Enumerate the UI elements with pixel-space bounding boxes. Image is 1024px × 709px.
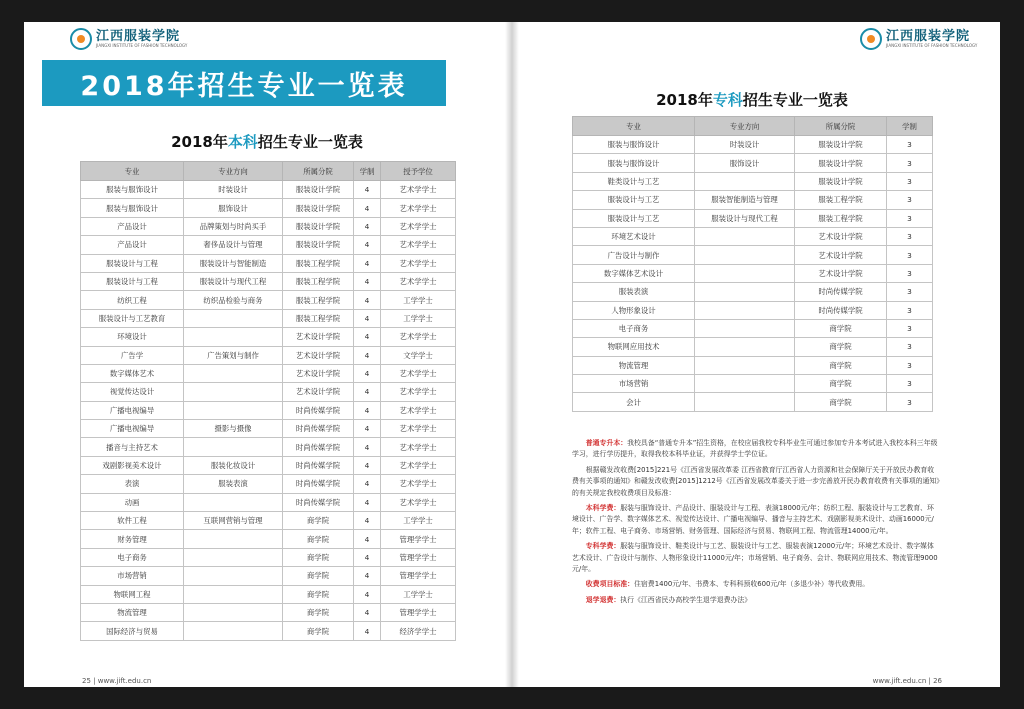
table-cell: 工学学士	[381, 585, 456, 603]
table-cell: 时尚传媒学院	[283, 401, 354, 419]
table-cell: 商学院	[795, 319, 887, 337]
table-row	[573, 209, 933, 227]
table-cell: 4	[354, 622, 381, 640]
table-row	[81, 346, 456, 364]
table-cell: 服装与服饰设计	[81, 199, 184, 217]
table-cell: 商学院	[795, 338, 887, 356]
table-cell: 电子商务	[573, 319, 695, 337]
table-cell: 商学院	[795, 356, 887, 374]
school-name: 江西服装学院	[96, 28, 181, 44]
column-header: 专业	[573, 117, 695, 136]
table-cell: 奢侈品设计与管理	[184, 236, 283, 254]
table-cell: 3	[887, 209, 933, 227]
table-cell: 广告策划与制作	[184, 346, 283, 364]
table-cell: 管理学学士	[381, 603, 456, 621]
table-cell: 艺术设计学院	[795, 246, 887, 264]
table-cell: 艺术学学士	[381, 475, 456, 493]
table-cell: 视觉传达设计	[81, 383, 184, 401]
table-row	[81, 456, 456, 474]
table-cell: 服装设计学院	[283, 217, 354, 235]
table-cell: 艺术学学士	[381, 364, 456, 382]
table-row	[573, 264, 933, 282]
table-cell: 时尚传媒学院	[283, 420, 354, 438]
undergrad-subtitle: 2018年本科招生专业一览表	[171, 133, 363, 151]
table-cell	[184, 530, 283, 548]
table-row	[81, 493, 456, 511]
table-cell: 4	[354, 217, 381, 235]
table-cell: 3	[887, 375, 933, 393]
table-cell	[695, 283, 795, 301]
table-row	[81, 420, 456, 438]
table-row	[81, 328, 456, 346]
table-row	[573, 136, 933, 154]
table-cell	[695, 227, 795, 245]
table-cell: 物联网应用技术	[573, 338, 695, 356]
table-cell: 商学院	[795, 375, 887, 393]
table-row	[81, 548, 456, 566]
table-row	[81, 181, 456, 199]
table-cell	[184, 567, 283, 585]
table-cell: 4	[354, 364, 381, 382]
table-cell: 4	[354, 438, 381, 456]
table-cell: 艺术设计学院	[283, 364, 354, 382]
table-cell: 3	[887, 172, 933, 190]
table-cell: 4	[354, 291, 381, 309]
table-cell: 服装工程学院	[283, 309, 354, 327]
school-name-en: JIANGXI INSTITUTE OF FASHION TECHNOLOGY	[96, 42, 188, 48]
table-cell: 4	[354, 309, 381, 327]
table-cell: 时尚传媒学院	[795, 301, 887, 319]
table-cell: 服装工程学院	[283, 291, 354, 309]
table-cell: 服装设计学院	[795, 154, 887, 172]
table-row	[81, 236, 456, 254]
table-cell: 3	[887, 319, 933, 337]
right-page-footer: www.jift.edu.cn | 26	[872, 677, 942, 685]
table-cell: 3	[887, 283, 933, 301]
banner-title: 2018年招生专业一览表	[42, 60, 446, 106]
table-cell: 电子商务	[81, 548, 184, 566]
table-cell: 艺术学学士	[381, 456, 456, 474]
table-cell: 4	[354, 475, 381, 493]
table-cell: 3	[887, 227, 933, 245]
school-name-en: JIANGXI INSTITUTE OF FASHION TECHNOLOGY	[886, 42, 978, 48]
table-header-row	[573, 117, 933, 136]
table-cell: 服装设计与工艺	[573, 191, 695, 209]
school-emblem-icon	[70, 28, 92, 50]
table-cell: 时尚传媒学院	[795, 283, 887, 301]
table-cell: 工学学士	[381, 512, 456, 530]
table-cell: 国际经济与贸易	[81, 622, 184, 640]
table-cell: 广告学	[81, 346, 184, 364]
table-cell: 4	[354, 585, 381, 603]
table-cell	[184, 401, 283, 419]
table-cell: 服装设计学院	[795, 136, 887, 154]
table-row	[81, 383, 456, 401]
table-cell: 艺术设计学院	[283, 346, 354, 364]
table-cell: 管理学学士	[381, 567, 456, 585]
table-cell: 商学院	[283, 548, 354, 566]
table-cell: 服装设计学院	[283, 181, 354, 199]
table-cell	[695, 264, 795, 282]
table-cell: 3	[887, 356, 933, 374]
table-cell: 服装设计与现代工程	[695, 209, 795, 227]
table-cell: 管理学学士	[381, 548, 456, 566]
table-cell: 商学院	[283, 567, 354, 585]
table-cell: 4	[354, 512, 381, 530]
table-cell	[695, 375, 795, 393]
table-cell: 服装表演	[184, 475, 283, 493]
table-cell	[184, 622, 283, 640]
column-header: 学制	[354, 162, 381, 181]
table-cell: 服装设计学院	[283, 199, 354, 217]
table-row	[81, 199, 456, 217]
table-cell	[184, 438, 283, 456]
table-row	[81, 512, 456, 530]
table-cell: 4	[354, 383, 381, 401]
table-cell: 时尚传媒学院	[283, 456, 354, 474]
table-cell: 商学院	[283, 585, 354, 603]
note-other-fee: 收费项目标准：住宿费1400元/年、书费本、专科科预收600元/年（多退少补）等代收费用。	[585, 580, 870, 589]
table-cell: 市场营销	[81, 567, 184, 585]
table-row	[573, 191, 933, 209]
table-cell: 广告设计与制作	[573, 246, 695, 264]
table-cell	[695, 338, 795, 356]
column-header: 学制	[887, 117, 933, 136]
table-cell: 服装工程学院	[795, 209, 887, 227]
table-cell: 服装设计与智能制造	[184, 254, 283, 272]
table-cell: 4	[354, 548, 381, 566]
table-cell: 市场营销	[573, 375, 695, 393]
table-cell: 艺术学学士	[381, 493, 456, 511]
table-cell: 艺术学学士	[381, 328, 456, 346]
table-cell: 服装与服饰设计	[81, 181, 184, 199]
table-row	[81, 438, 456, 456]
table-row	[81, 364, 456, 382]
table-cell: 4	[354, 420, 381, 438]
table-cell: 环境设计	[81, 328, 184, 346]
table-cell: 服饰设计	[184, 199, 283, 217]
table-cell: 广播电视编导	[81, 401, 184, 419]
table-cell	[695, 246, 795, 264]
table-cell	[184, 328, 283, 346]
table-row	[573, 154, 933, 172]
table-cell	[695, 356, 795, 374]
table-cell: 4	[354, 199, 381, 217]
table-cell: 物流管理	[573, 356, 695, 374]
table-cell: 商学院	[795, 393, 887, 411]
table-cell: 表演	[81, 475, 184, 493]
table-cell: 服装表演	[573, 283, 695, 301]
table-cell: 艺术学学士	[381, 181, 456, 199]
table-cell	[184, 493, 283, 511]
table-cell: 数字媒体艺术设计	[573, 264, 695, 282]
left-page-footer: 25 | www.jift.edu.cn	[82, 677, 152, 685]
table-cell: 4	[354, 346, 381, 364]
table-cell: 艺术学学士	[381, 383, 456, 401]
school-name: 江西服装学院	[886, 28, 971, 44]
college-subtitle: 2018年专科招生专业一览表	[656, 91, 848, 109]
table-cell: 3	[887, 393, 933, 411]
table-cell: 软件工程	[81, 512, 184, 530]
table-cell: 数字媒体艺术	[81, 364, 184, 382]
table-cell: 4	[354, 328, 381, 346]
table-cell: 产品设计	[81, 236, 184, 254]
school-emblem-icon	[860, 28, 882, 50]
table-cell: 物联网工程	[81, 585, 184, 603]
note-policy: 根据赣发改收费[2015]221号《江西省发展改革委 江西省教育厅江西省人力资源和社会保障厅关于开放民办教育收费有关事项的通知》和赣发改收费[2015]1212号《江西省发展改革委关于进一步完善放开民办教育收费有关事项的通知》的有关规定我校收费项目及标准：	[572, 465, 940, 497]
table-cell: 工学学士	[381, 291, 456, 309]
table-cell: 服饰设计	[695, 154, 795, 172]
table-cell: 4	[354, 493, 381, 511]
table-cell	[184, 383, 283, 401]
table-cell: 时装设计	[184, 181, 283, 199]
table-cell: 互联网营销与管理	[184, 512, 283, 530]
table-cell: 商学院	[283, 530, 354, 548]
table-cell: 艺术学学士	[381, 217, 456, 235]
column-header: 授予学位	[381, 162, 456, 181]
table-cell: 商学院	[283, 622, 354, 640]
table-cell: 3	[887, 154, 933, 172]
table-cell: 服装设计与工程	[81, 272, 184, 290]
table-cell: 4	[354, 254, 381, 272]
column-header: 所属分院	[283, 162, 354, 181]
table-cell: 艺术学学士	[381, 401, 456, 419]
table-cell: 3	[887, 301, 933, 319]
table-row	[573, 283, 933, 301]
table-cell: 艺术学学士	[381, 272, 456, 290]
table-cell	[695, 393, 795, 411]
table-cell: 3	[887, 191, 933, 209]
table-cell: 3	[887, 264, 933, 282]
table-cell: 会计	[573, 393, 695, 411]
table-row	[573, 338, 933, 356]
table-cell	[184, 548, 283, 566]
table-cell: 服装工程学院	[795, 191, 887, 209]
table-cell: 经济学学士	[381, 622, 456, 640]
table-cell: 戏剧影视美术设计	[81, 456, 184, 474]
table-cell: 鞋类设计与工艺	[573, 172, 695, 190]
table-cell: 纺织工程	[81, 291, 184, 309]
table-row	[81, 475, 456, 493]
table-row	[81, 309, 456, 327]
table-row	[573, 356, 933, 374]
table-cell: 时尚传媒学院	[283, 493, 354, 511]
table-cell: 4	[354, 530, 381, 548]
table-row	[81, 254, 456, 272]
table-row	[81, 291, 456, 309]
table-row	[81, 272, 456, 290]
table-cell: 物流管理	[81, 603, 184, 621]
table-cell: 4	[354, 272, 381, 290]
table-cell: 人物形象设计	[573, 301, 695, 319]
table-cell: 服装设计与工艺	[573, 209, 695, 227]
table-cell: 服装设计与现代工程	[184, 272, 283, 290]
note-refund: 退学退费：执行《江西省民办高校学生退学退费办法》	[585, 595, 752, 604]
table-cell: 服装工程学院	[283, 272, 354, 290]
table-cell	[184, 364, 283, 382]
table-cell: 广播电视编导	[81, 420, 184, 438]
table-cell: 环境艺术设计	[573, 227, 695, 245]
table-cell: 3	[887, 246, 933, 264]
table-cell: 纺织品检验与商务	[184, 291, 283, 309]
table-cell: 服装化妆设计	[184, 456, 283, 474]
table-cell: 4	[354, 567, 381, 585]
table-cell: 艺术学学士	[381, 254, 456, 272]
table-cell: 服装设计与工艺教育	[81, 309, 184, 327]
table-cell: 服装与服饰设计	[573, 154, 695, 172]
table-cell: 工学学士	[381, 309, 456, 327]
table-cell: 文学学士	[381, 346, 456, 364]
table-row	[81, 603, 456, 621]
table-cell: 艺术学学士	[381, 420, 456, 438]
table-cell: 艺术设计学院	[283, 383, 354, 401]
table-cell: 时尚传媒学院	[283, 438, 354, 456]
table-cell: 4	[354, 603, 381, 621]
table-cell: 管理学学士	[381, 530, 456, 548]
table-cell: 服装工程学院	[283, 254, 354, 272]
college-majors-table	[572, 116, 933, 412]
column-header: 所属分院	[795, 117, 887, 136]
table-cell: 服装设计学院	[795, 172, 887, 190]
table-cell	[184, 309, 283, 327]
table-cell: 艺术学学士	[381, 236, 456, 254]
note-upgrade: 普通专升本：我校具备“普通专升本”招生资格，在校应届我校专科毕业生可通过参加专升本考试进入我校本科三年级学习，进行学历提升，取得我校本科毕业证，并获得学士学位证。	[572, 439, 938, 459]
table-cell: 商学院	[283, 603, 354, 621]
table-cell	[184, 603, 283, 621]
left-logo	[70, 28, 187, 50]
note-undergrad-fee: 本科学费：服装与服饰设计、产品设计、服装设计与工程、表演18000元/年；纺织工程、服装设计与工艺教育、环境设计、广告学、数字媒体艺术、视觉传达设计、广播电视编导、播音与主持艺术、戏剧影视美术设计、动画16000元/年；软件工程、电子商务、市场营销、财务管理、国际经济与贸易、物联网工程、物流管理14000元/年。	[572, 503, 934, 535]
column-header: 专业方向	[695, 117, 795, 136]
table-cell: 3	[887, 338, 933, 356]
table-row	[81, 530, 456, 548]
table-cell: 艺术设计学院	[795, 227, 887, 245]
column-header: 专业	[81, 162, 184, 181]
table-cell: 服装智能制造与管理	[695, 191, 795, 209]
table-row	[81, 585, 456, 603]
table-cell: 服装设计学院	[283, 236, 354, 254]
table-cell: 服装与服饰设计	[573, 136, 695, 154]
table-cell: 3	[887, 136, 933, 154]
table-cell	[695, 319, 795, 337]
table-row	[573, 227, 933, 245]
fee-notes	[572, 438, 940, 610]
table-header-row	[81, 162, 456, 181]
table-cell: 4	[354, 181, 381, 199]
table-row	[573, 246, 933, 264]
table-cell: 时尚传媒学院	[283, 475, 354, 493]
note-college-fee: 专科学费：服装与服饰设计、鞋类设计与工艺、服装设计与工艺、服装表演12000元/年；环境艺术设计、数字媒体艺术设计、广告设计与制作、人物形象设计11000元/年；市场营销、电子商务、会计、物联网应用技术、物流管理9000元/年。	[572, 542, 938, 573]
table-cell	[184, 585, 283, 603]
table-row	[573, 375, 933, 393]
table-cell: 品牌策划与时尚买手	[184, 217, 283, 235]
table-cell: 服装设计与工程	[81, 254, 184, 272]
table-cell: 艺术设计学院	[283, 328, 354, 346]
table-cell: 摄影与摄像	[184, 420, 283, 438]
table-row	[573, 319, 933, 337]
table-row	[573, 393, 933, 411]
table-cell: 时装设计	[695, 136, 795, 154]
table-cell: 艺术设计学院	[795, 264, 887, 282]
table-row	[81, 217, 456, 235]
table-cell: 播音与主持艺术	[81, 438, 184, 456]
table-cell: 4	[354, 456, 381, 474]
table-cell: 4	[354, 401, 381, 419]
table-cell: 艺术学学士	[381, 199, 456, 217]
table-cell	[695, 172, 795, 190]
table-cell: 财务管理	[81, 530, 184, 548]
table-row	[573, 301, 933, 319]
table-cell	[695, 301, 795, 319]
table-row	[573, 172, 933, 190]
right-logo	[860, 28, 977, 50]
table-row	[81, 622, 456, 640]
table-cell: 4	[354, 236, 381, 254]
table-row	[81, 401, 456, 419]
table-cell: 商学院	[283, 512, 354, 530]
table-cell: 动画	[81, 493, 184, 511]
table-cell: 艺术学学士	[381, 438, 456, 456]
table-cell: 产品设计	[81, 217, 184, 235]
column-header: 专业方向	[184, 162, 283, 181]
table-row	[81, 567, 456, 585]
book-gutter	[505, 22, 519, 687]
undergrad-majors-table	[80, 161, 456, 641]
